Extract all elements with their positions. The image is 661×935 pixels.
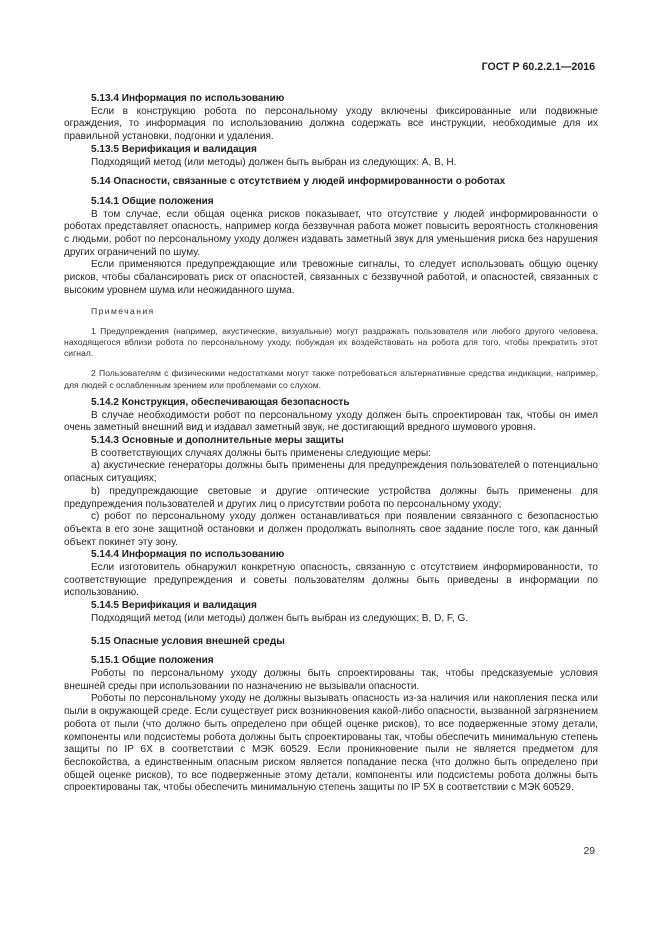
note-2: 2 Пользователям с физическими недостатками могут также потребоваться альтернативные средства индикации, например, для людей с ослабленным зрением или проблемами со слухом.	[64, 368, 598, 390]
paragraph: Если применяются предупреждающие или тревожные сигналы, то следует использовать общую оценку рисков, чтобы сбалансировать риск от опасностей, связанных с беззвучной работой, и опасностей, связанных с высоким уровнем шума или неожиданного шума.	[64, 259, 598, 296]
page-number: 29	[583, 846, 595, 857]
paragraph: В соответствующих случаях должны быть применены следующие меры:	[91, 447, 431, 459]
paragraph: Если изготовитель обнаружил конкретную опасность, связанную с отсутствием информированности, то соответствующие предупреждения и советы пользователям должны быть приведены в информации по использованию.	[64, 562, 598, 599]
standard-code: ГОСТ Р 60.2.2.1—2016	[481, 61, 595, 73]
section-5-14-title: 5.14 Опасности, связанные с отсутствием у людей информированности о роботах	[91, 176, 506, 188]
paragraph: Если в конструкцию робота по персональному уходу включены фиксированные или подвижные ограждения, то информация по использованию должна содержать все инструкции, необходимые для их правильной установки, подгонки и удаления.	[64, 105, 598, 143]
paragraph: Роботы по персональному уходу должны быть спроектированы так, чтобы предсказуемые условия внешней среды при использовании по назначению не вызывали опасности.	[64, 667, 598, 692]
paragraph: Подходящий метод (или методы) должен быть выбран из следующих: А, В, Н.	[91, 156, 457, 168]
section-5-14-4-title: 5.14.4 Информация по использованию	[91, 549, 285, 561]
notes-heading: Примечания	[91, 305, 155, 316]
section-5-14-3-title: 5.14.3 Основные и дополнительные меры защиты	[91, 435, 344, 447]
section-5-13-5-title: 5.13.5 Верификация и валидация	[91, 143, 257, 155]
list-item-a: а) акустические генераторы должны быть применены для предупреждения пользователей о потенциально опасных ситуациях;	[64, 460, 598, 485]
list-item-b: b) предупреждающие световые и другие оптические устройства должны быть применены для предупреждения пользователей и других лиц о присутствии робота по персональному уходу;	[64, 485, 598, 510]
paragraph: Подходящий метод (или методы) должен быть выбран из следующих: В, D, F, G.	[91, 612, 469, 624]
section-5-14-5-title: 5.14.5 Верификация и валидация	[91, 600, 257, 612]
document-body	[64, 93, 598, 795]
list-item-c: с) робот по персональному уходу должен останавливаться при появлении связанного с безопасностью объекта в его зоне защитной остановки и должен продолжать выполнять свое задание после того, как данный объект покинет эту зону.	[64, 511, 598, 548]
section-5-14-2-title: 5.14.2 Конструкция, обеспечивающая безопасность	[91, 396, 350, 408]
paragraph: В случае необходимости робот по персональному уходу должен быть спроектирован так, чтобы он имел очень заметный внешний вид и издавал заметный звук, не достигающий вредного шумового уровня.	[64, 409, 598, 434]
section-5-13-4-title: 5.13.4 Информация по использованию	[91, 93, 285, 104]
paragraph: В том случае, если общая оценка рисков показывает, что отсутствие у людей информированности о роботах представляет опасность, например когда беззвучная работа может повысить вероятность столкновения с людьми, робот по персональному уходу должен издавать заметный звук для уменьшения риска без нарушения других ограничений по шуму.	[64, 208, 598, 258]
section-5-15-title: 5.15 Опасные условия внешней среды	[91, 635, 285, 647]
note-1: 1 Предупреждения (например, акустические, визуальные) могут раздражать пользователя или любого другого человека, находящегося вблизи робота по персональному уходу, побуждая их воздействовать на робота для того, чтобы прекратить этот сигнал.	[64, 325, 598, 359]
section-5-15-1-title: 5.15.1 Общие положения	[91, 655, 214, 667]
paragraph: Роботы по персональному уходу не должны вызывать опасность из-за наличия или накопления песка или пыли в окружающей среде. Если существует риск возникновения какой-либо опасности, вызванной загрязнением робота от пыли (что должно быть определено при общей оценке рисков), то все подверженные этому детали, компоненты или подсистемы робота должны быть спроектированы так, чтобы обеспечить минимальную степень защиты по IP 6X в соответствии с МЭК 60529. Если проникновение пыли не является предметом для беспокойства, а единственным опасным риском является попадание песка (что должно быть определено при общей оценке рисков), то все подверженные этому детали, компоненты или подсистемы робота должны быть спроектированы так, чтобы обеспечить минимальную степень защиты по IP 5X в соответствии с МЭК 60529.	[64, 693, 598, 794]
section-5-14-1-title: 5.14.1 Общие положения	[91, 195, 214, 207]
